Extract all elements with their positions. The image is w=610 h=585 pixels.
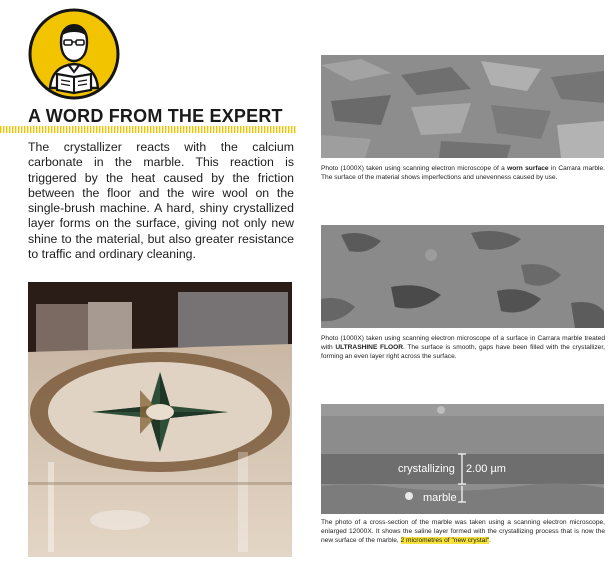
caption-highlight: 2 micrometres of "new crystal"	[400, 537, 490, 544]
caption-bold-term: worn surface	[507, 165, 549, 172]
micrograph-treated-surface	[321, 225, 604, 328]
heading-dotted-rule	[0, 126, 296, 133]
caption-bold-term: ULTRASHINE FLOOR	[335, 344, 404, 351]
micrograph-caption-3: The photo of a cross-section of the marble was taken using a scanning electron microscope, enlarged 12000X. It shows the saline layer formed with the crystallizing process that is now the new surface of the marble, 2 micrometres of "new crystal".	[321, 519, 605, 544]
micrograph-caption-1: Photo (1000X) taken using scanning electron microscope of a worn surface in Carrara marble. The surface of the material shows imperfections and unevenness caused by use.	[321, 165, 605, 181]
micrograph-cross-section	[321, 404, 604, 514]
section-heading: A WORD FROM THE EXPERT	[28, 106, 283, 126]
expert-intro-paragraph: The crystallizer reacts with the calcium carbonate in the marble. This reaction is triggered by the heat caused by the friction between the floor and the wire wool on the single-brush machine. A hard, shiny crystallized layer forms on the surface, giving not only new shine to the material, but also greater resistance to traffic and ordinary cleaning.	[28, 140, 294, 262]
layer-label-marble: marble	[423, 492, 457, 504]
layer-label-crystallizing: crystallizing	[398, 463, 455, 475]
scale-bar-label: 2.00 µm	[466, 463, 506, 475]
expert-avatar-icon	[28, 8, 120, 100]
expert-badge	[28, 8, 120, 100]
micrograph-worn-surface	[321, 55, 604, 158]
micrograph-caption-2: Photo (1000X) taken using scanning electron microscope of a surface in Carrara marble treated with ULTRASHINE FLOOR. The surface is smooth, gaps have been filled with the crystallizer, forming an even layer right across the surface.	[321, 335, 605, 360]
marble-floor-photo	[28, 282, 292, 557]
